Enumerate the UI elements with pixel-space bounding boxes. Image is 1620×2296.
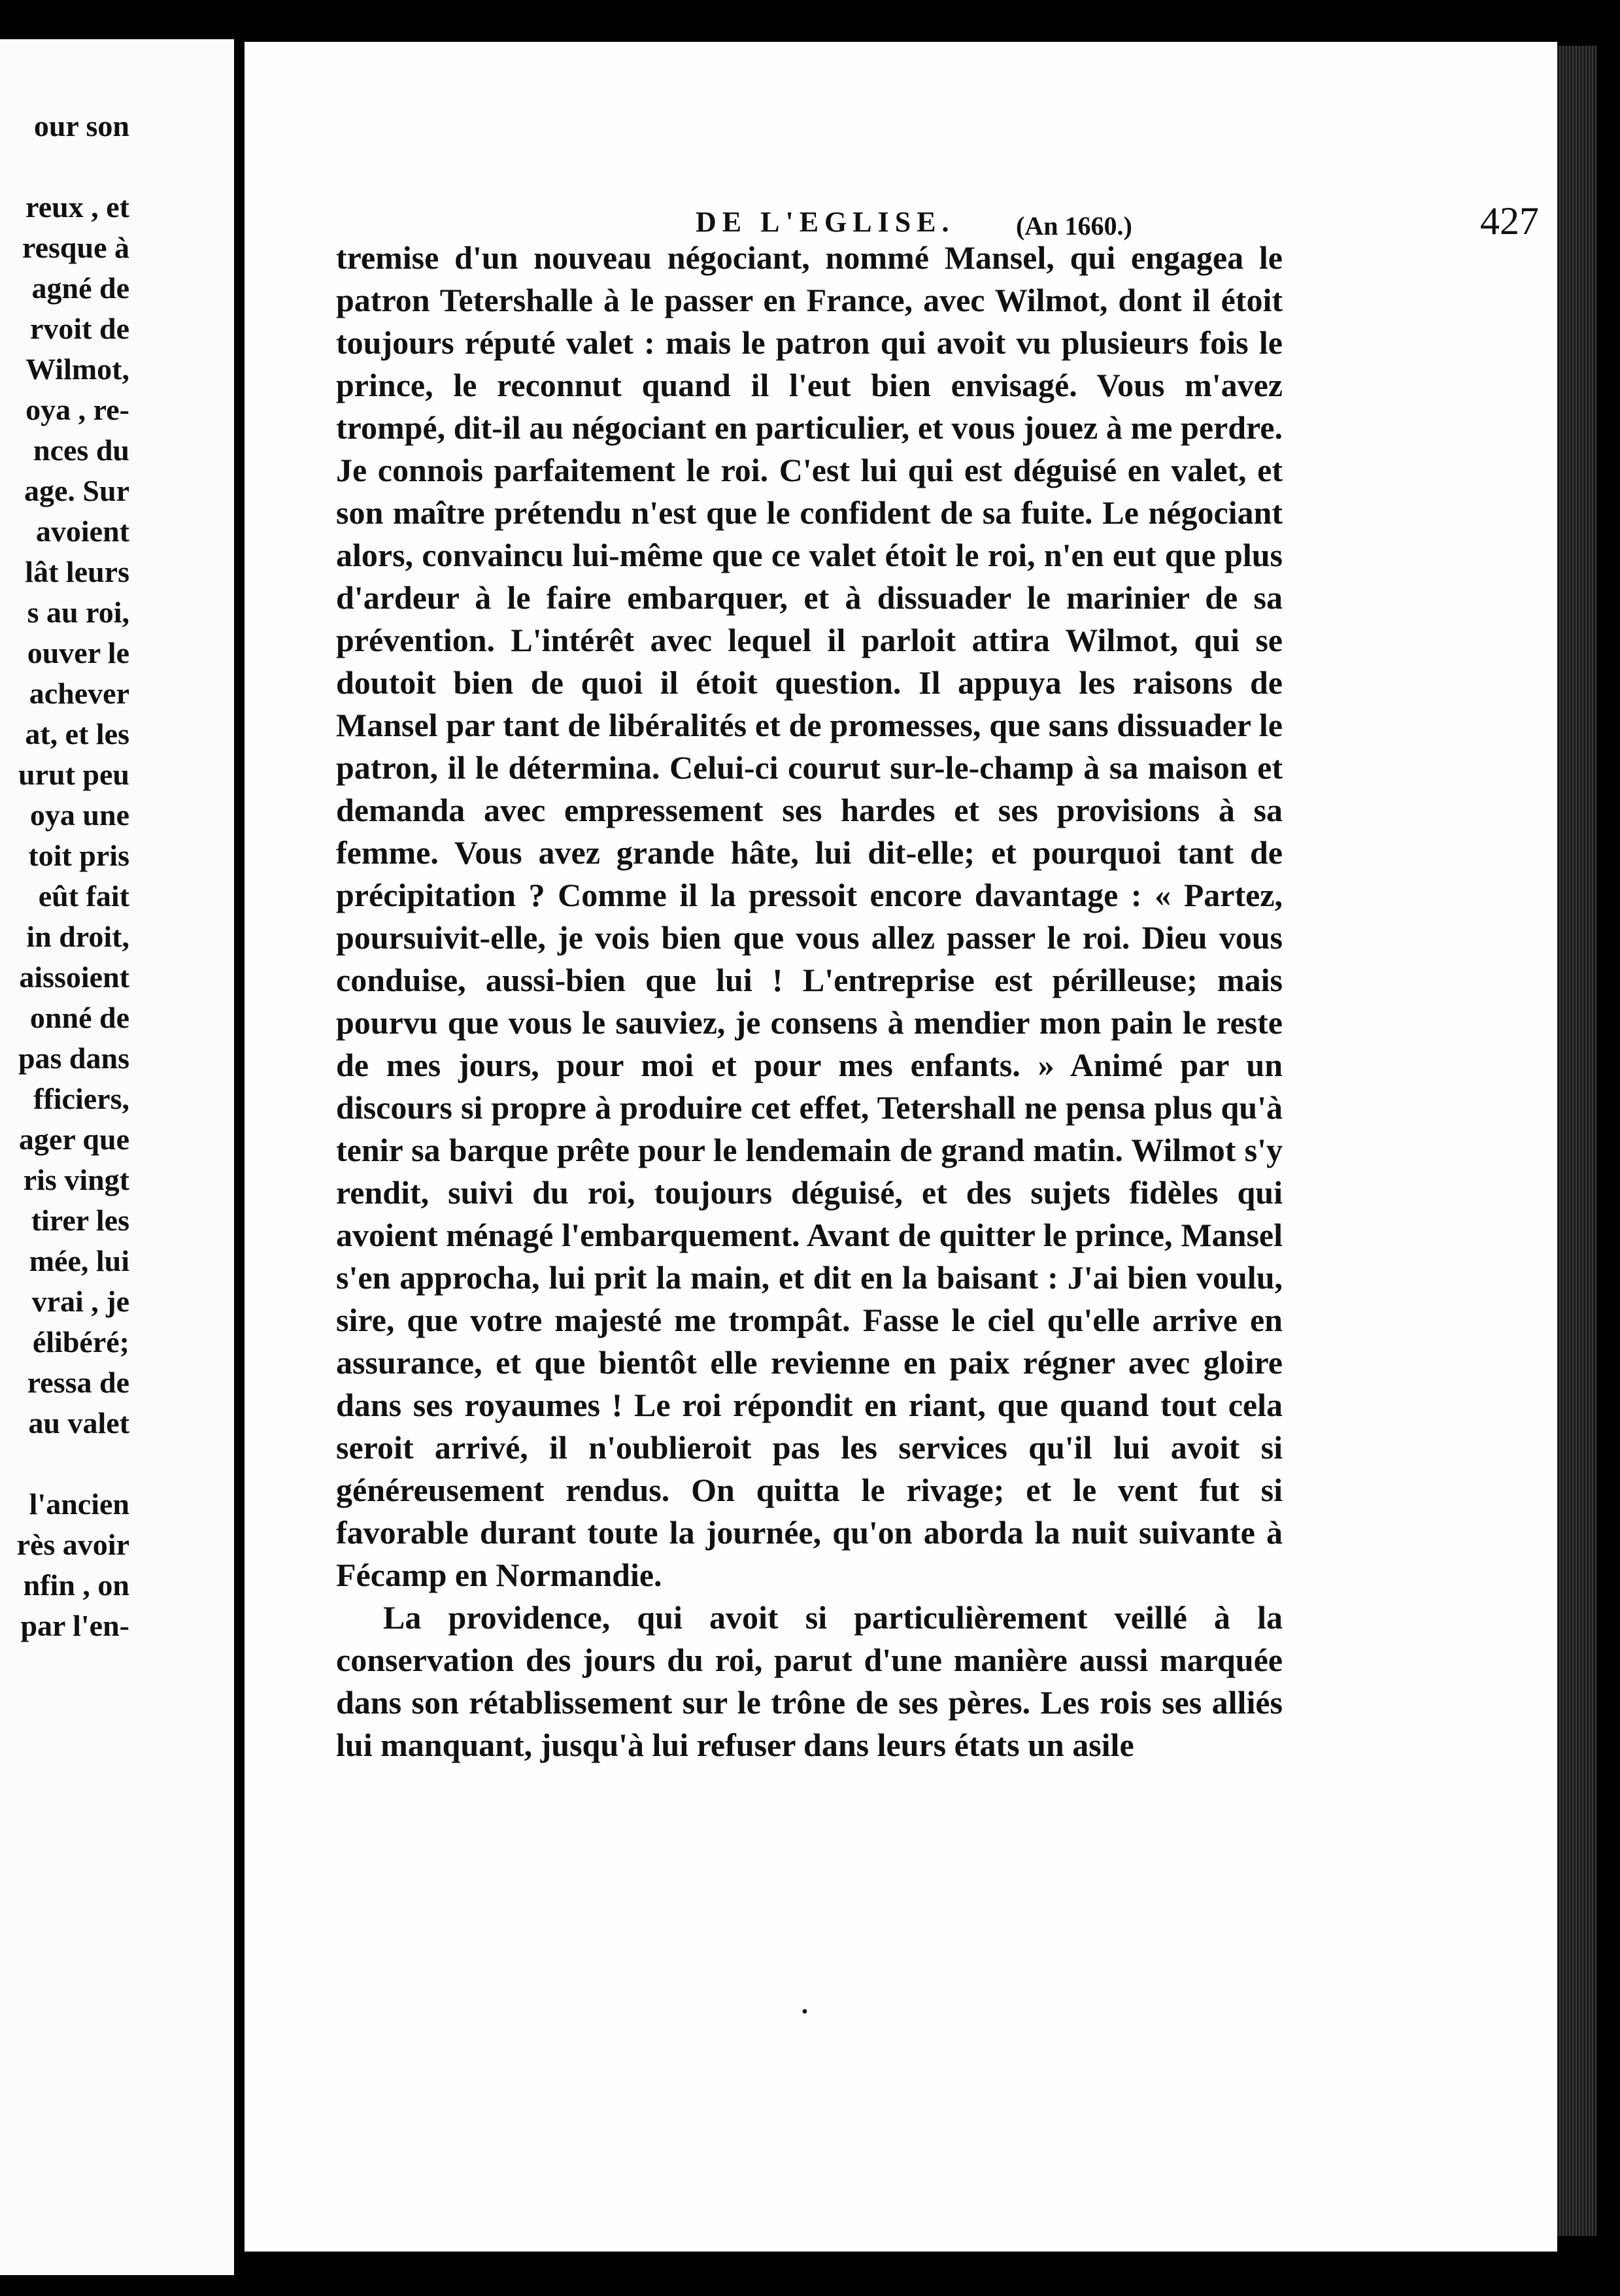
page-stack-edge — [1557, 46, 1596, 2236]
left-page-line: ris vingt — [23, 1163, 129, 1196]
left-page-line: onné de — [29, 1001, 129, 1034]
page-number: 427 — [1480, 199, 1539, 243]
left-page-line: ouver le — [27, 636, 129, 669]
left-page-line: our son — [33, 109, 129, 143]
left-page-line: vrai , je — [31, 1285, 129, 1318]
left-page-line: ressa de — [27, 1366, 129, 1399]
left-page-line: l'ancien — [29, 1487, 129, 1521]
left-page-line: at, et les — [25, 717, 129, 751]
body-text — [336, 237, 1283, 1766]
left-page-line: par l'en- — [20, 1609, 129, 1642]
left-page-line: lât leurs — [25, 555, 129, 588]
paragraph: tremise d'un nouveau négociant, nommé Mansel, qui engagea le patron Tetershalle à le passer en France, avec Wilmot, dont il étoit toujours réputé valet : mais le patron qui avoit vu plusieurs fois le prince, le reconnut quand il l'eut bien envisagé. Vous m'avez trompé, dit-il au négociant en particulier, et vous jouez à me perdre. Je connois parfaitement le roi. C'est lui qui est déguisé en valet, et son maître prétendu n'est que le confident de sa fuite. Le négociant alors, convaincu lui-même que ce valet étoit le roi, n'en eut que plus d'ardeur à le faire embarquer, et à dissuader le marinier de sa prévention. L'intérêt avec lequel il parloit attira Wilmot, qui se doutoit bien de quoi il étoit question. Il appuya les raisons de Mansel par tant de libéralités et de promesses, que sans dissuader le patron, il le détermina. Celui-ci courut sur-le-champ à sa maison et demanda avec empressement ses hardes et ses provisions à sa femme. Vous avez grande hâte, lui dit-elle; et pourquoi tant de précipitation ? Comme il la pressoit encore davantage : « Partez, poursuivit-elle, je vois bien que vous allez passer le roi. Dieu vous conduise, aussi-bien que lui ! L'entreprise est périlleuse; mais pourvu que vous le sauviez, je consens à mendier mon pain le reste de mes jours, pour moi et pour mes enfants. » Animé par un discours si propre à produire cet effet, Tetershall ne pensa plus qu'à tenir sa barque prête pour le lendemain de grand matin. Wilmot s'y rendit, suivi du roi, toujours déguisé, et des sujets fidèles qui avoient ménagé l'embarquement. Avant de quitter le prince, Mansel s'en approcha, lui prit la main, et dit en la baisant : J'ai bien voulu, sire, que votre majesté me trompât. Fasse le ciel qu'elle arrive en assurance, et que bientôt elle revienne en paix régner avec gloire dans ses royaumes ! Le roi répondit en riant, que quand tout cela seroit arrivé, il n'oublieroit pas les services qu'il lui avoit si généreusement rendus. On quitta le rivage; et le vent fut si favorable durant toute la journée, qu'on aborda la nuit suivante à Fécamp en Normandie. — [336, 239, 1283, 1593]
facing-page-left — [0, 39, 234, 2275]
left-page-line: aissoient — [19, 960, 129, 994]
left-page-line: pas dans — [18, 1041, 129, 1075]
left-page-line: élibéré; — [32, 1325, 129, 1359]
left-page-line: reux , et — [25, 190, 129, 224]
left-page-line: toit pris — [28, 839, 129, 872]
left-page-line: eût fait — [38, 879, 129, 913]
left-page-line: agné de — [31, 271, 129, 305]
left-page-line: age. Sur — [24, 474, 129, 507]
running-title: DE L'EGLISE. — [696, 206, 955, 238]
left-page-line: oya une — [29, 798, 129, 832]
left-page-line: in droit, — [26, 920, 129, 953]
left-page-line: rvoit de — [29, 312, 129, 345]
left-page-line: nces du — [33, 433, 129, 467]
book-gutter — [234, 0, 245, 2296]
left-page-line: Wilmot, — [25, 352, 129, 386]
left-page-line: au valet — [28, 1406, 129, 1440]
left-page-line: oya , re- — [25, 393, 129, 426]
left-page-line: mée, lui — [29, 1244, 129, 1277]
left-page-line: tirer les — [31, 1204, 129, 1237]
book-page — [245, 42, 1557, 2252]
running-year: (An 1660.) — [1016, 211, 1132, 241]
left-page-line: s au roi, — [27, 596, 129, 629]
left-page-line: fficiers, — [33, 1082, 129, 1115]
left-page-line: nfin , on — [23, 1568, 129, 1602]
left-page-line: resque à — [22, 231, 129, 264]
paragraph: La providence, qui avoit si particulièrement veillé à la conservation des jours du roi, parut d'une manière aussi marquée dans son rétablissement sur le trône de ses pères. Les rois ses alliés lui manquant, jusqu'à lui refuser dans leurs états un asile — [336, 1599, 1283, 1763]
ink-speck-mark: • — [802, 2002, 808, 2022]
left-page-line: avoient — [35, 515, 129, 548]
left-page-line: ager que — [18, 1123, 129, 1156]
left-page-line: urut peu — [18, 758, 129, 791]
left-page-line: achever — [29, 677, 129, 710]
left-page-line: rès avoir — [16, 1528, 129, 1561]
